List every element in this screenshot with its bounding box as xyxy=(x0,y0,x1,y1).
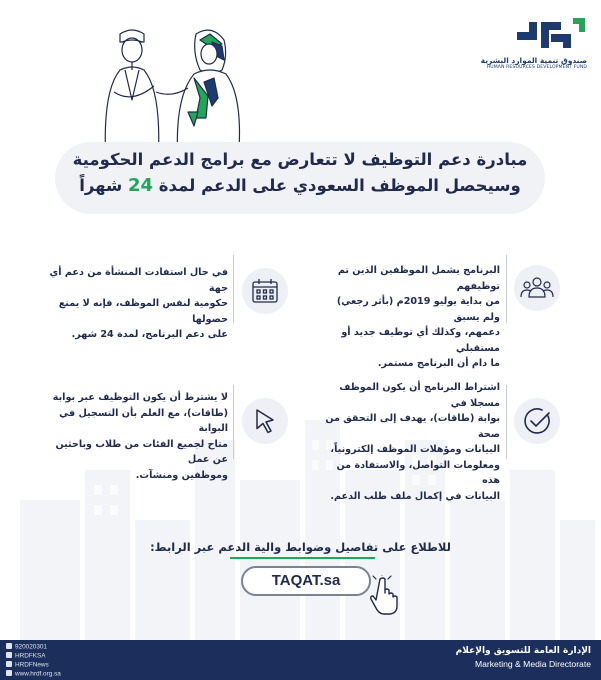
footer-bar xyxy=(0,640,601,680)
item-3-line-5: البيانات في إكمال ملف طلب الدعم. xyxy=(330,490,500,502)
cta-underline xyxy=(230,557,375,559)
footer-dept-english: Marketing & Media Directorate xyxy=(474,659,591,669)
logo-english-name: HUMAN RESOURCES DEVELOPMENT FUND xyxy=(486,65,587,70)
item-2-line-2: حكومية لنفس الموظف، فإنه لا يمنع حصولها xyxy=(58,298,228,325)
logo-arabic-name: صندوق تنمية الموارد البشرية xyxy=(480,56,587,65)
social-icons xyxy=(6,652,12,658)
item-2-line-3: على دعم البرنامج، لمدة 24 شهر. xyxy=(71,329,228,340)
item-1-line-4: ما دام أن البرنامج مستمر. xyxy=(377,358,500,369)
cursor-arrow-icon xyxy=(242,398,288,444)
item-4-line-4: وموظفين ومنشآت. xyxy=(135,469,228,481)
footer-twitter[interactable] xyxy=(6,652,61,661)
headline-line-2-before: وسيحصل الموظف السعودي على الدعم لمدة xyxy=(153,176,521,195)
pointing-hand-icon xyxy=(370,575,410,615)
item-3-text xyxy=(318,380,500,504)
hrdf-logo-mark xyxy=(515,14,587,54)
item-3-line-2: بوابة (طاقات)، يهدف إلى التحقق من صحة xyxy=(325,413,500,440)
group-people-icon xyxy=(514,265,560,311)
footer-twitter-text: HRDFKSA xyxy=(15,652,46,660)
footer-phone-text: 920020301 xyxy=(15,643,47,651)
footer-department xyxy=(456,646,591,669)
headline-line-1: مبادرة دعم التوظيف لا تتعارض مع برامج الدعم الحكومية xyxy=(72,150,528,169)
item-4-line-1: لا يشترط أن يكون التوظيف عبر بوابة xyxy=(52,392,228,403)
news-icon xyxy=(6,661,12,667)
item-1-divider xyxy=(506,255,507,323)
item-3-divider xyxy=(506,385,507,459)
item-1-line-1: البرنامج يشمل الموظفين الذين تم توظيفهم xyxy=(337,265,500,292)
headline-months-number: 24 xyxy=(128,175,154,196)
phone-icon xyxy=(6,643,12,649)
footer-website-text: www.hrdf.org.sa xyxy=(15,670,61,678)
item-2-text xyxy=(44,265,228,343)
headline-line-2-after: شهراً xyxy=(79,176,128,195)
footer-phone[interactable] xyxy=(6,643,61,652)
footer-news[interactable] xyxy=(6,661,61,670)
item-1-text xyxy=(326,263,500,372)
cta-text: للاطلاع على تفاصيل وضوابط والية الدعم عبر الرابط: xyxy=(150,540,451,554)
calendar-icon xyxy=(242,268,288,314)
footer-website[interactable] xyxy=(6,670,61,679)
people-illustration xyxy=(92,22,262,162)
checkmark-circle-icon xyxy=(514,398,560,444)
item-1-line-2: من بداية يوليو 2019م (بأثر رجعي) ولم يسبق xyxy=(336,296,500,323)
taqat-link-button[interactable]: TAQAT.sa xyxy=(241,566,371,596)
footer-dept-arabic: الإدارة العامة للتسويق والإعلام xyxy=(455,646,591,656)
item-4-line-2: (طاقات)، مع العلم بأن التسجيل في البوابة xyxy=(59,407,228,434)
item-4-divider xyxy=(233,385,234,459)
item-4-text xyxy=(38,390,228,483)
item-3-line-1: اشتراط البرنامج أن يكون الموظف مسجلا في xyxy=(339,382,500,409)
footer-contacts xyxy=(6,643,61,679)
item-3-line-3: البيانات ومؤهلات الموظف إلكترونياً، xyxy=(330,444,500,455)
item-4-line-3: متاح لجميع الفئات من طلاب وباحثين عن عمل xyxy=(55,438,228,465)
footer-news-text: HRDFNews xyxy=(15,661,49,669)
headline-banner xyxy=(55,142,545,214)
headline-line-2 xyxy=(55,175,545,196)
globe-icon xyxy=(6,670,12,676)
item-2-divider xyxy=(233,255,234,323)
item-1-line-3: دعمهم، وكذلك أي توظيف جديد أو مستقبلي xyxy=(341,327,500,354)
item-2-line-1: في حال استفادت المنشأة من دعم أي جهة xyxy=(49,267,228,294)
item-3-line-4: ومعلومات التواصل، والاستفادة من هذه xyxy=(336,459,500,486)
hrdf-logo xyxy=(477,14,587,84)
